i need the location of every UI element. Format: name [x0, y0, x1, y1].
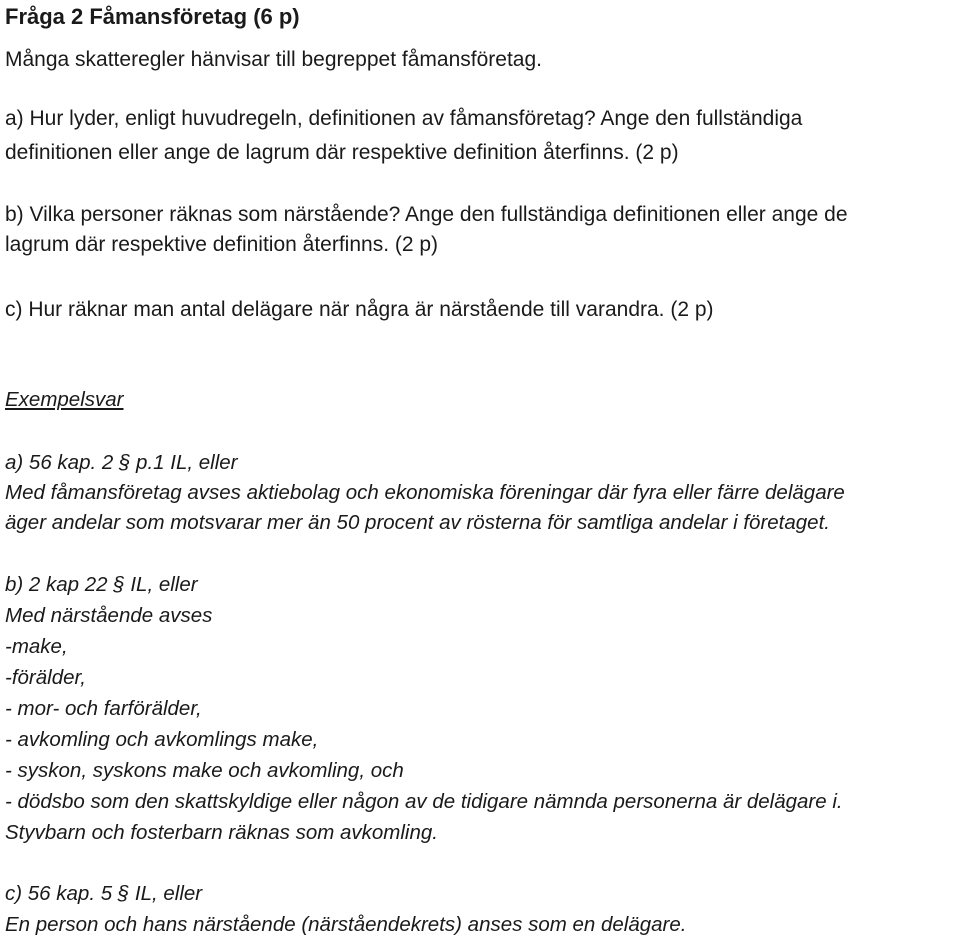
answer-a-text-2: äger andelar som motsvarar mer än 50 procent av rösterna för samtliga andelar i företaget. — [5, 511, 830, 534]
answer-b-list-item: -förälder, — [5, 666, 86, 689]
answer-b-list-item: - dödsbo som den skattskyldige eller någon av de tidigare nämnda personerna är delägare i. — [5, 790, 843, 813]
answer-b-reference: b) 2 kap 22 § IL, eller — [5, 573, 198, 596]
question-intro: Många skatteregler hänvisar till begreppet fåmansföretag. — [5, 48, 542, 71]
answer-b-list-item: - syskon, syskons make och avkomling, och — [5, 759, 404, 782]
answer-b-list-item: Styvbarn och fosterbarn räknas som avkomling. — [5, 821, 438, 844]
question-a-line-2: definitionen eller ange de lagrum där respektive definition återfinns. (2 p) — [5, 141, 679, 164]
answer-b-list-item: Med närstående avses — [5, 604, 213, 627]
answer-a-text-1: Med fåmansföretag avses aktiebolag och ekonomiska föreningar där fyra eller färre delägare — [5, 481, 845, 504]
question-b-line-1: b) Vilka personer räknas som närstående? Ange den fullständiga definitionen eller ange de — [5, 203, 848, 226]
answer-c-reference: c) 56 kap. 5 § IL, eller — [5, 882, 203, 905]
answer-b-list-item: - avkomling och avkomlings make, — [5, 728, 319, 751]
answer-a-reference: a) 56 kap. 2 § p.1 IL, eller — [5, 451, 238, 474]
answers-heading: Exempelsvar — [5, 388, 124, 411]
answer-b-list-item: -make, — [5, 635, 68, 658]
question-c-line-1: c) Hur räknar man antal delägare när några är närstående till varandra. (2 p) — [5, 298, 714, 321]
question-title: Fråga 2 Fåmansföretag (6 p) — [5, 4, 300, 29]
answer-b-list-item: - mor- och farförälder, — [5, 697, 202, 720]
question-b-line-2: lagrum där respektive definition återfinns. (2 p) — [5, 233, 439, 256]
question-a-line-1: a) Hur lyder, enligt huvudregeln, definitionen av fåmansföretag? Ange den fullständiga — [5, 107, 803, 130]
answer-c-text: En person och hans närstående (närståendekrets) anses som en delägare. — [5, 913, 687, 936]
